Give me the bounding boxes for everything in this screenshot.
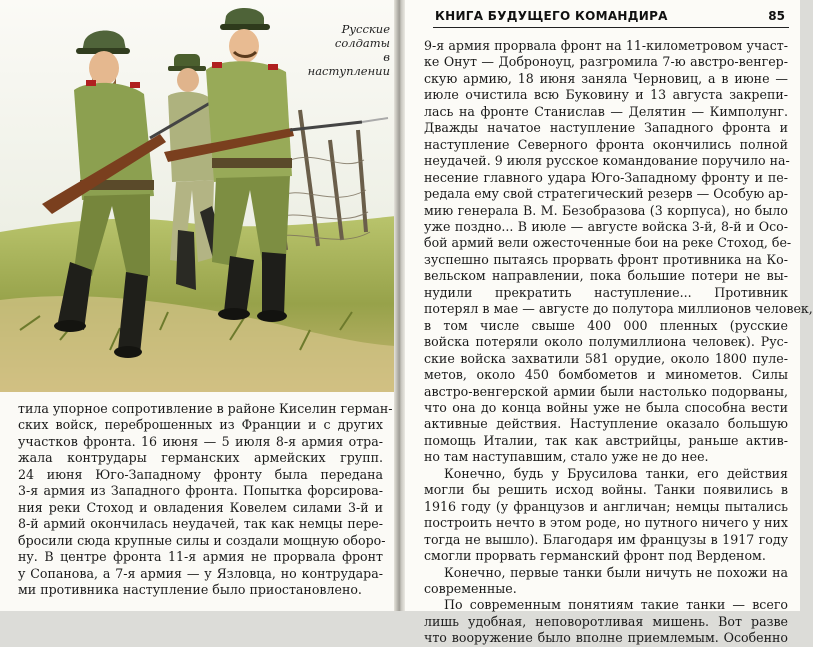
caption-line: солдаты xyxy=(334,36,390,50)
text-line: 9-я армия прорвала фронт на 11-километровом участ- xyxy=(424,38,788,53)
text-line: бросили сюда крупные силы и создали мощную оборо- xyxy=(18,532,386,548)
text-line: 1916 году (у французов и англичан; немцы пытались xyxy=(424,498,788,514)
text-line: неудачей. 9 июля русское командование поручило на- xyxy=(424,153,790,169)
text-line: современные. xyxy=(424,580,517,596)
text-line: лась на фронте Станислав — Делятин — Кимполунг. xyxy=(424,103,788,119)
running-header xyxy=(421,9,789,27)
text-line: нудили прекратить наступление... Противник xyxy=(424,284,788,300)
text-line: 24 июня Юго-Западному фронту была передана xyxy=(18,466,383,482)
text-line: построить нечто в этом роде, но путного ничего у них xyxy=(424,515,788,531)
text-line: активные действия. Наступление оказало большую xyxy=(424,416,788,432)
right-body-text xyxy=(424,38,813,647)
text-line: Конечно, будь у Брусилова танки, его действия xyxy=(444,465,788,481)
text-line: у Сопанова, а 7-я армия — у Язловца, но контрудара- xyxy=(18,565,383,581)
text-line: тила упорное сопротивление в районе Киселин герман- xyxy=(18,401,393,416)
text-line: тогда не вышло). Благодаря им французы в 1917 году xyxy=(424,531,788,547)
text-line: могли бы решить исход войны. Танки появились в xyxy=(424,482,788,498)
book-title: КНИГА БУДУЩЕГО КОМАНДИРА xyxy=(435,9,668,23)
text-line: австро-венгерской армии были настолько подорваны, xyxy=(424,383,788,399)
left-body-text xyxy=(18,401,393,598)
text-line: ские войска захватили 581 орудие, около 1800 пуле- xyxy=(424,350,788,366)
text-line: что она до конца войны уже не была способна вести xyxy=(424,399,788,415)
caption-line: в наступлении xyxy=(307,50,390,78)
text-line: ния реки Стоход и овладения Ковелем силами 3-й и xyxy=(18,499,383,515)
text-line: вельском направлении, пока большие потери не вы- xyxy=(424,268,788,284)
text-line: в том числе свыше 400 000 пленных (русские xyxy=(424,317,788,333)
text-line: ну. В центре фронта 11-я армия не прорвала фронт xyxy=(18,549,383,565)
text-line: июле очистила всю Буковину и 13 августа закрепи- xyxy=(424,87,788,103)
text-line: участков фронта. 16 июня — 5 июля 8-я армия отра- xyxy=(18,433,383,449)
text-line: зуспешно пытаясь прорвать фронт противника на Ко- xyxy=(424,251,788,267)
right-page xyxy=(405,0,813,646)
header-rule xyxy=(433,27,789,28)
text-line: метов, около 450 бомбометов и минометов. Силы xyxy=(424,367,788,383)
text-line: ми противника наступление было приостановлено. xyxy=(18,581,362,597)
text-line: редала ему свой стратегический резерв — Особую ар- xyxy=(424,186,788,202)
caption-line: Русские xyxy=(341,22,390,36)
text-line: войска потеряли около полумиллиона человек). Рус- xyxy=(424,334,788,350)
text-line: несение главного удара Юго-Западному фронту и пе- xyxy=(424,169,788,185)
text-line: мию генерала В. М. Безобразова (3 корпуса), но было xyxy=(424,202,788,218)
illustration-caption xyxy=(306,22,390,78)
text-line: наступление Северного фронта окончились полной xyxy=(424,136,788,152)
text-line: ке Онут — Доброноуц, разгромила 7-ю австро-венгер- xyxy=(424,54,788,70)
text-line: что вооружение было вполне приемлемым. Особенно xyxy=(424,630,788,646)
text-line: 3-я армия из Западного фронта. Попытка форсирова- xyxy=(18,483,383,499)
text-line: потерял в мае — августе до полутора миллионов человек, xyxy=(424,301,813,317)
text-line: лишь удобная, неповоротливая мишень. Вот разве xyxy=(424,613,788,629)
text-line: но там наступавшим, стало уже не до нее. xyxy=(424,449,709,465)
text-line: Дважды начатое наступление Западного фронта и xyxy=(424,120,788,136)
text-line: жала контрудары германских армейских групп. xyxy=(18,450,383,466)
text-line: ских войск, переброшенных из Франции и с других xyxy=(18,417,383,433)
text-line: смогли прорвать германский фронт под Верденом. xyxy=(424,548,766,564)
text-line: Конечно, первые танки были ничуть не похожи на xyxy=(444,564,788,580)
text-line: скую армию, 18 июня заняла Черновиц, а в июне — xyxy=(424,70,788,86)
text-line: уже поздно... В июле — августе войска 3-й, 8-й и Осо- xyxy=(424,218,788,234)
left-page xyxy=(0,0,396,611)
text-line: бой армий вели ожесточенные бои на реке Стоход, бе- xyxy=(424,235,792,251)
text-line: помощь Италии, так как австрийцы, раньше актив- xyxy=(424,432,788,448)
text-line: По современным понятиям такие танки — всего xyxy=(444,597,788,613)
text-line: 8-й армий окончилась неудачей, так как немцы пере- xyxy=(18,516,383,532)
page-number: 85 xyxy=(768,9,785,23)
